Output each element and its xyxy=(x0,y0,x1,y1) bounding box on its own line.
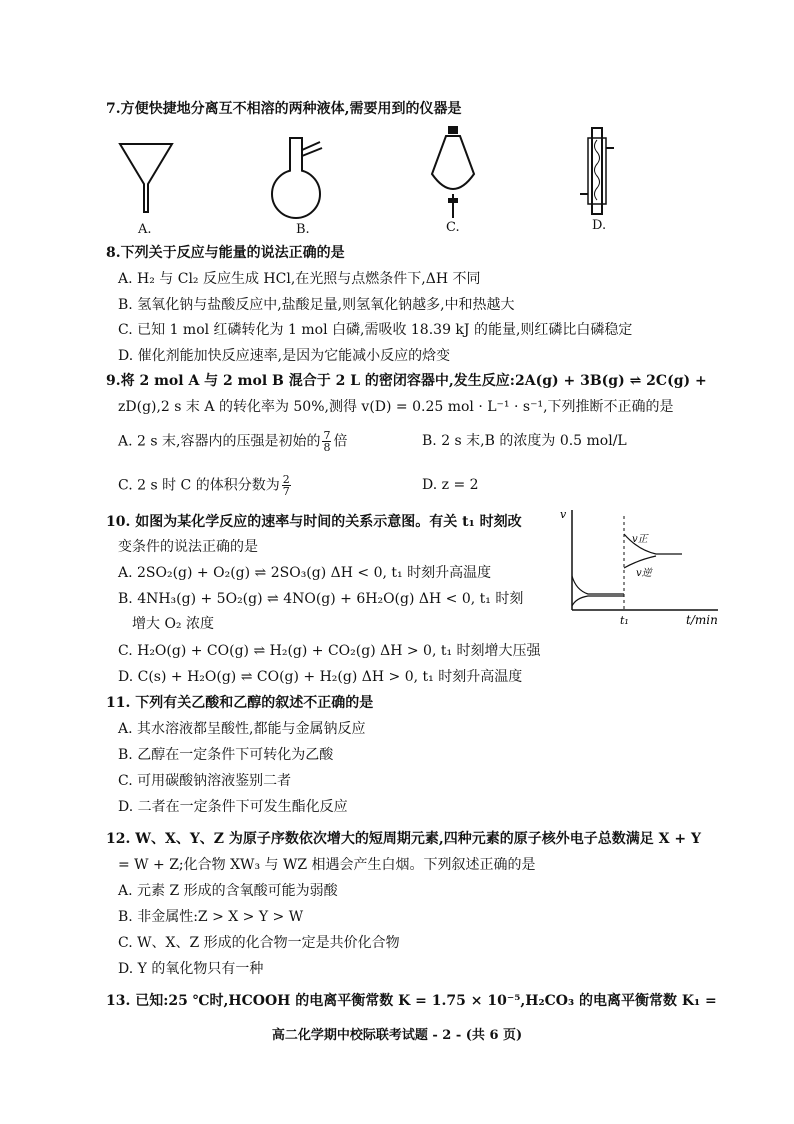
fraction-numerator: 7 xyxy=(323,429,331,442)
q9-stem-line1: 9.将 2 mol A 与 2 mol B 混合于 2 L 的密闭容器中,发生反应:2A(g) + 3B(g) ⇌ 2C(g) + xyxy=(106,373,707,389)
q10-option-b-line2: 增大 O₂ 浓度 xyxy=(132,616,214,632)
q9-option-a-fraction xyxy=(322,430,331,453)
q9-option-a-suffix: 倍 xyxy=(333,433,348,450)
q7-label-c: C. xyxy=(446,220,460,235)
q11-option-c: C. 可用碳酸钠溶液鉴别二者 xyxy=(118,773,292,789)
condenser-icon xyxy=(580,126,616,218)
graph-x-label: t/min xyxy=(686,613,718,627)
q9-option-a-text: A. 2 s 末,容器内的压强是初始的 xyxy=(118,433,321,450)
q11-option-a: A. 其水溶液都呈酸性,都能与金属钠反应 xyxy=(118,721,366,737)
q7-label-b: B. xyxy=(296,222,310,237)
graph-t1-label: t₁ xyxy=(620,614,629,627)
graph-v-reverse-label: v逆 xyxy=(636,568,652,579)
fraction-numerator: 2 xyxy=(282,473,290,486)
q12-option-c: C. W、X、Z 形成的化合物一定是共价化合物 xyxy=(118,935,400,951)
distillation-flask-icon xyxy=(268,134,332,222)
q7-label-a: A. xyxy=(138,222,152,237)
q7-stem: 7.方便快捷地分离互不相溶的两种液体,需要用到的仪器是 xyxy=(106,101,462,117)
q10-option-d: D. C(s) + H₂O(g) ⇌ CO(g) + H₂(g) ΔH > 0, t₁ 时刻升高温度 xyxy=(118,669,523,685)
q13-stem: 13. 已知:25 ℃时,HCOOH 的电离平衡常数 K = 1.75 × 10⁻⁵,H₂CO₃ 的电离平衡常数 K₁ = xyxy=(106,993,717,1009)
rate-time-graph xyxy=(558,506,728,630)
q10-option-b-line1: B. 4NH₃(g) + 5O₂(g) ⇌ 4NO(g) + 6H₂O(g) ΔH < 0, t₁ 时刻 xyxy=(118,591,524,607)
q9-option-c xyxy=(118,474,293,497)
q10-stem-line1: 10. 如图为某化学反应的速率与时间的关系示意图。有关 t₁ 时刻改 xyxy=(106,514,522,530)
q8-stem: 8.下列关于反应与能量的说法正确的是 xyxy=(106,245,345,261)
graph-v-forward-label: v正 xyxy=(632,534,648,545)
separatory-funnel-icon xyxy=(428,124,478,222)
q8-option-c: C. 已知 1 mol 红磷转化为 1 mol 白磷,需吸收 18.39 kJ 的能量,则红磷比白磷稳定 xyxy=(118,322,633,338)
fraction-denominator: 7 xyxy=(282,485,290,498)
q10-option-a: A. 2SO₂(g) + O₂(g) ⇌ 2SO₃(g) ΔH < 0, t₁ 时刻升高温度 xyxy=(118,565,492,581)
q8-option-a: A. H₂ 与 Cl₂ 反应生成 HCl,在光照与点燃条件下,ΔH 不同 xyxy=(118,271,481,287)
q11-stem: 11. 下列有关乙酸和乙醇的叙述不正确的是 xyxy=(106,695,374,711)
q11-option-b: B. 乙醇在一定条件下可转化为乙酸 xyxy=(118,747,334,763)
q9-option-c-text: C. 2 s 时 C 的体积分数为 xyxy=(118,477,280,494)
q10-option-c: C. H₂O(g) + CO(g) ⇌ H₂(g) + CO₂(g) ΔH > 0, t₁ 时刻增大压强 xyxy=(118,643,541,659)
q12-stem-line2: = W + Z;化合物 XW₃ 与 WZ 相遇会产生白烟。下列叙述正确的是 xyxy=(118,857,536,873)
q8-option-b: B. 氢氧化钠与盐酸反应中,盐酸足量,则氢氧化钠越多,中和热越大 xyxy=(118,297,515,313)
q10-stem-line2: 变条件的说法正确的是 xyxy=(118,539,258,555)
q9-stem-line2: zD(g),2 s 末 A 的转化率为 50%,测得 v(D) = 0.25 mol · L⁻¹ · s⁻¹,下列推断不正确的是 xyxy=(118,399,674,415)
graph-y-label: v xyxy=(560,508,567,521)
q9-option-c-fraction xyxy=(282,474,291,497)
q9-option-b: B. 2 s 末,B 的浓度为 0.5 mol/L xyxy=(422,433,627,449)
q12-option-d: D. Y 的氧化物只有一种 xyxy=(118,961,264,977)
page-footer: 高二化学期中校际联考试题 - 2 - (共 6 页) xyxy=(271,1028,523,1043)
q12-stem-line1: 12. W、X、Y、Z 为原子序数依次增大的短周期元素,四种元素的原子核外电子总数满足 X + Y xyxy=(106,831,701,847)
q12-option-b: B. 非金属性:Z > X > Y > W xyxy=(118,909,304,925)
q12-option-a: A. 元素 Z 形成的含氧酸可能为弱酸 xyxy=(118,883,338,899)
q9-option-a xyxy=(118,430,347,453)
q9-option-d: D. z = 2 xyxy=(422,477,479,493)
funnel-icon xyxy=(116,140,176,220)
q7-label-d: D. xyxy=(592,218,607,233)
q8-option-d: D. 催化剂能加快反应速率,是因为它能减小反应的焓变 xyxy=(118,348,451,364)
fraction-denominator: 8 xyxy=(323,441,331,454)
q11-option-d: D. 二者在一定条件下可发生酯化反应 xyxy=(118,799,348,815)
